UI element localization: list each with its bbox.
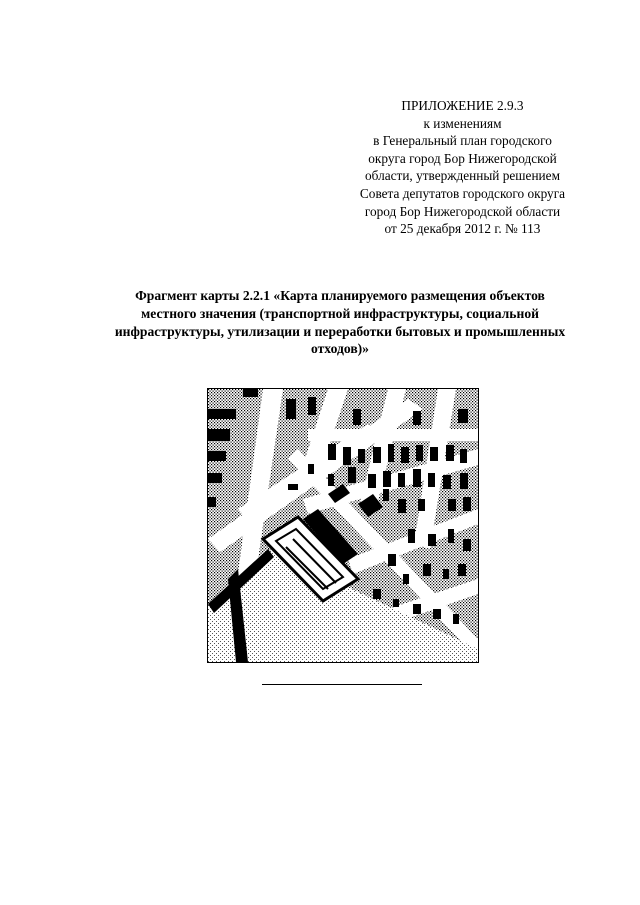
annex-line: в Генеральный план городского bbox=[373, 133, 552, 149]
title-line: Фрагмент карты 2.2.1 «Карта планируемого размещения объектов bbox=[135, 288, 545, 303]
map-fragment-image bbox=[208, 389, 478, 662]
annex-line: к изменениям bbox=[423, 115, 502, 131]
closing-rule bbox=[262, 684, 422, 685]
annex-line: области, утвержденный решением bbox=[364, 168, 560, 184]
annex-line: Совета депутатов городского округа bbox=[359, 185, 566, 201]
title-line: отходов)» bbox=[311, 341, 369, 357]
title-line: местного значения (транспортной инфраструктуры, социальной bbox=[141, 305, 539, 321]
map-fragment bbox=[207, 388, 479, 663]
annex-header bbox=[330, 97, 595, 238]
annex-line: город Бор Нижегородской области bbox=[364, 203, 561, 219]
document-title bbox=[80, 287, 600, 358]
annex-line: округа город Бор Нижегородской bbox=[368, 150, 557, 166]
annex-date: от 25 декабря 2012 г. № 113 bbox=[384, 221, 541, 237]
annex-number: ПРИЛОЖЕНИЕ 2.9.3 bbox=[401, 98, 524, 113]
title-line: инфраструктуры, утилизации и переработки бытовых и промышленных bbox=[114, 323, 566, 339]
